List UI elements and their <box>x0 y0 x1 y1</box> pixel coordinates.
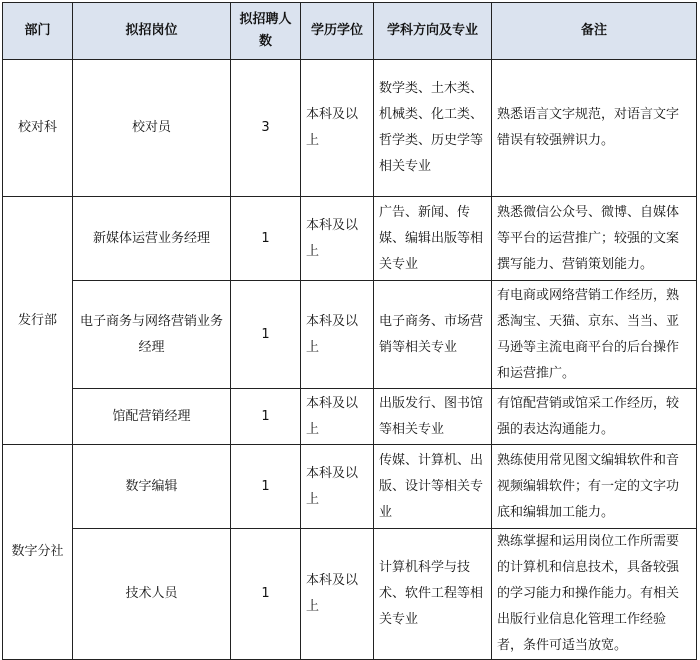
header-count: 拟招聘人数 <box>231 3 301 60</box>
education-cell: 本科及以上 <box>301 529 374 660</box>
education-cell: 本科及以上 <box>301 281 374 389</box>
count-cell: 1 <box>231 529 301 660</box>
table-row <box>3 445 697 529</box>
header-row <box>3 3 697 60</box>
education-cell: 本科及以上 <box>301 445 374 529</box>
major-cell: 传媒、计算机、出版、设计等相关专业 <box>374 445 492 529</box>
education-cell: 本科及以上 <box>301 60 374 197</box>
count-cell: 3 <box>231 60 301 197</box>
table-row <box>3 529 697 660</box>
count-cell: 1 <box>231 445 301 529</box>
table-row <box>3 281 697 389</box>
major-cell: 出版发行、图书馆等相关专业 <box>374 389 492 445</box>
count-cell: 1 <box>231 281 301 389</box>
dept-cell: 发行部 <box>3 197 73 445</box>
education-cell: 本科及以上 <box>301 389 374 445</box>
remarks-cell: 有电商或网络营销工作经历，熟悉淘宝、天猫、京东、当当、亚马逊等主流电商平台的后台操作和运营推广。 <box>492 281 697 389</box>
remarks-cell: 熟练使用常见图文编辑软件和音视频编辑软件；有一定的文字功底和编辑加工能力。 <box>492 445 697 529</box>
major-cell: 计算机科学与技术、软件工程等相关专业 <box>374 529 492 660</box>
position-cell: 校对员 <box>73 60 231 197</box>
dept-cell: 校对科 <box>3 60 73 197</box>
header-major: 学科方向及专业 <box>374 3 492 60</box>
remarks-cell: 熟悉微信公众号、微博、自媒体等平台的运营推广；较强的文案撰写能力、营销策划能力。 <box>492 197 697 281</box>
count-cell: 1 <box>231 197 301 281</box>
header-dept: 部门 <box>3 3 73 60</box>
position-cell: 新媒体运营业务经理 <box>73 197 231 281</box>
count-cell: 1 <box>231 389 301 445</box>
position-cell: 电子商务与网络营销业务经理 <box>73 281 231 389</box>
major-cell: 电子商务、市场营销等相关专业 <box>374 281 492 389</box>
position-cell: 馆配营销经理 <box>73 389 231 445</box>
header-position: 拟招岗位 <box>73 3 231 60</box>
table-row <box>3 60 697 197</box>
remarks-cell: 熟悉语言文字规范，对语言文字错误有较强辨识力。 <box>492 60 697 197</box>
table-row <box>3 197 697 281</box>
position-cell: 技术人员 <box>73 529 231 660</box>
table-row <box>3 389 697 445</box>
dept-cell: 数字分社 <box>3 445 73 660</box>
major-cell: 广告、新闻、传媒、编辑出版等相关专业 <box>374 197 492 281</box>
education-cell: 本科及以上 <box>301 197 374 281</box>
remarks-cell: 熟练掌握和运用岗位工作所需要的计算机和信息技术，具备较强的学习能力和操作能力。有相关出版行业信息化管理工作经验者，条件可适当放宽。 <box>492 529 697 660</box>
header-education: 学历学位 <box>301 3 374 60</box>
header-remarks: 备注 <box>492 3 697 60</box>
major-cell: 数学类、土木类、机械类、化工类、哲学类、历史学等相关专业 <box>374 60 492 197</box>
position-cell: 数字编辑 <box>73 445 231 529</box>
remarks-cell: 有馆配营销或馆采工作经历，较强的表达沟通能力。 <box>492 389 697 445</box>
recruitment-table <box>2 2 697 660</box>
